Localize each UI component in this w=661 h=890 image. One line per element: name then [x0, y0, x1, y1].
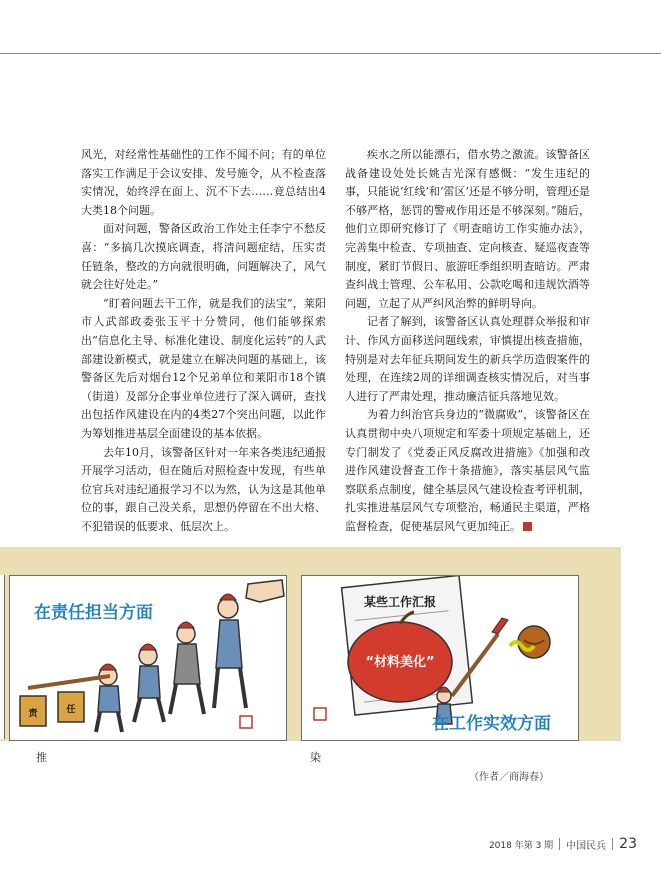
figure-body-icon: [216, 620, 242, 668]
red-cap-icon: [220, 594, 236, 600]
right-paragraph-3-text: 为着力纠治官兵身边的“微腐败”，该警备区在认真贯彻中央八项规定和军委十项规定基础上，还专门制发了《党委正风反腐改进措施》《加强和改进作风建设督查工作十条措施》，落实基层风气监察联系点制度，健全基层风气建设检查考评机制，扎实推进基层风气专项整治，畅通民主渠道，严格监督检查，促使基层风气更加纯正。: [345, 408, 590, 533]
magazine-name: 中国民兵: [566, 840, 607, 852]
header-rule: [0, 53, 661, 54]
rotten-apple-icon: [518, 626, 550, 658]
right-paragraph-3: [345, 406, 590, 536]
figure-body-icon: [138, 666, 160, 698]
red-cap-icon: [100, 664, 116, 670]
report-title: 某些工作汇报: [363, 595, 437, 609]
figure-body-icon: [174, 644, 200, 684]
figure-legs-icon: [96, 712, 122, 732]
right-article-column: [345, 146, 590, 536]
author-credit: （作者／商海春）: [469, 772, 549, 783]
cartoon-caption-left: 在责任担当方面: [34, 603, 153, 623]
red-cap-icon: [140, 644, 156, 650]
apple-label: “材料美化”: [365, 655, 435, 670]
bucket-label: 任: [66, 705, 76, 715]
figure-body-icon: [98, 686, 120, 712]
brush-tip-icon: [492, 618, 508, 634]
left-paragraph-1: 风光，对经常性基础性的工作不闻不问；有的单位落实工作满足于会议安排、发号施令，从不检查落实情况，始终浮在面上、沉不下去……竟总结出4大类18个问题。: [81, 148, 326, 217]
left-paragraph-3: “盯着问题去干工作，就是我们的法宝”，莱阳市人武部政委张玉平十分赞同，他们能够探索出“信息化主导、标准化建设、制度化运转”的人武部建设新模式，就是建立在解决问题的基础上，该警备区先后对烟台12个兄弟单位和莱阳市18个镇（街道）及部分企事业单位进行了深入调研，查找出包括作风建设在内的4类27个突出问题，以此作为筹划推进基层全面建设的基本依据。: [81, 296, 326, 440]
cartoon-label-left: 推: [36, 751, 47, 764]
left-article-column: [81, 146, 326, 536]
cartoon-caption-right: 在工作实效方面: [432, 714, 551, 734]
bucket-label: 责: [28, 709, 38, 719]
issue-label: 2018 年第 3 期: [488, 840, 554, 851]
article-end-mark: 军: [523, 522, 532, 531]
footer-divider: [559, 838, 560, 850]
previous-cartoon-edge: [0, 575, 5, 739]
left-paragraph-4: 去年10月，该警备区针对一年来各类违纪通报开展学习活动，但在随后对照检查中发现，有些单位官兵对违纪通报学习不以为然，认为这是其他单位的事，跟自己没关系，思想仍停留在不出大格、不犯错误的低要求、低层次上。: [81, 445, 326, 533]
figure-legs-icon: [134, 698, 164, 722]
cartoon-work-effectiveness: [301, 575, 579, 741]
footer-divider: [612, 838, 613, 850]
cartoon-label-right: 染: [310, 751, 321, 764]
artist-seal-icon: [240, 716, 252, 728]
right-paragraph-1: 疾水之所以能漂石，借水势之激流。该警备区战备建设处处长姚吉光深有感慨：“发生违纪的事，只能说‘红线’和‘雷区’还是不够分明，管理还是不够严格，惩罚的警戒作用还是不够深刻。”随后，他们立即研究修订了《明查暗访工作实施办法》，完善集中检查、专项抽查、定向核查、疑巡夜查等制度，紧盯节假日、旅游旺季组织明查暗访。严肃查纠战士管理、公车私用、公款吃喝和违规饮酒等问题，立起了从严纠风治弊的鲜明导向。: [345, 148, 590, 310]
cartoon-responsibility: [9, 575, 287, 741]
artist-seal-icon: [314, 708, 326, 720]
left-paragraph-2: 面对问题，警备区政治工作处主任李宁不愁反喜：“多搞几次摸底调查，将清问题症结，压实责任链条，整改的方向就很明确，问题解决了，风气就会往好处走。”: [81, 222, 326, 292]
page-footer: [489, 836, 637, 852]
right-paragraph-2: 记者了解到，该警备区认真处理群众举报和审计、作风方面移送问题线索，审慎提出核查措施，特别是对去年征兵期间发生的新兵学历造假案件的处理，在连续2周的详细调查核实情况后，对当事人进行了严肃处理，推动廉洁征兵落地见效。: [345, 315, 590, 403]
figure-legs-icon: [170, 684, 204, 714]
figure-legs-icon: [214, 668, 246, 708]
page-number: 23: [619, 836, 637, 852]
shoulder-pole-icon: [28, 676, 110, 688]
red-cap-icon: [178, 622, 194, 628]
figure-head-icon: [218, 598, 238, 618]
pointing-hand-icon: [246, 580, 284, 602]
